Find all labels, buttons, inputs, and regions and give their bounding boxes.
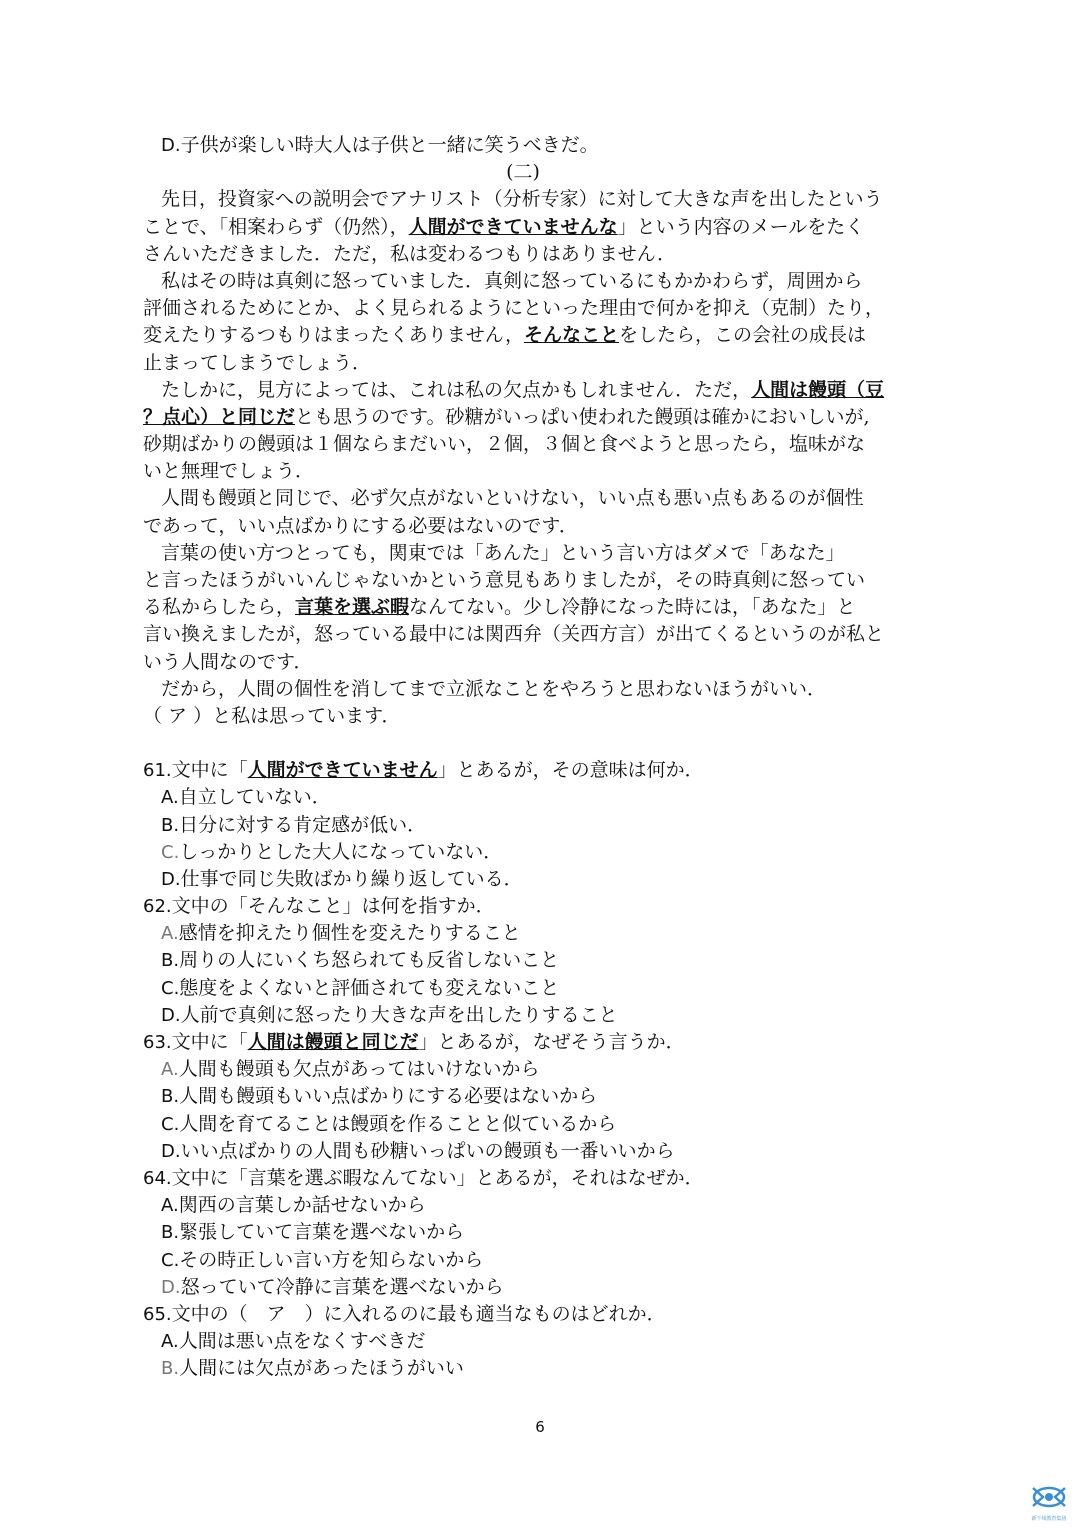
question-number: 65. [143, 1303, 172, 1325]
question-stem [143, 1029, 903, 1056]
option-d [143, 1002, 903, 1029]
passage-line: と言ったほうがいいんじゃないかという意見もありましたが，その時真剣に怒ってい [143, 569, 866, 591]
option-letter: A. [161, 923, 179, 945]
question-63 [143, 1029, 903, 1165]
stem-text: 文中に「 [171, 1031, 248, 1053]
passage-line: だから，人間の個性を消してまで立派なことをやろうと思わないほうがいい． [161, 677, 827, 700]
option-c [143, 1111, 903, 1138]
question-65 [143, 1301, 903, 1383]
stem-text: 」とあるが，その意味は何か． [437, 759, 704, 782]
prev-option-d [143, 132, 903, 159]
passage-line: 人間も饅頭と同じで、必ず欠点がないといけない，いい点も悪い点もあるのが個性 [161, 487, 864, 510]
brand-logo-icon [1031, 1484, 1067, 1510]
option-letter: D. [161, 868, 181, 890]
passage-line: いう人間なのです． [143, 650, 313, 673]
spacer [143, 730, 903, 757]
stem-text: 文中に「 [171, 759, 248, 782]
passage-line [143, 377, 903, 404]
passage-line [143, 404, 903, 431]
underlined-phrase-1: 人間ができていませんな [408, 215, 618, 238]
page-number: 6 [535, 1418, 545, 1436]
question-61 [143, 757, 903, 893]
option-text: 人間には欠点があったほうがいい [179, 1357, 464, 1380]
option-text: 子供が楽しい時大人は子供と一緒に笑うべきだ。 [180, 134, 599, 156]
option-text: 人間を育てることは饅頭を作ることと似ているから [179, 1112, 617, 1135]
option-text: その時正しい言い方を知らないから [179, 1248, 484, 1271]
option-letter: C. [161, 841, 180, 863]
passage-line: 評価されるためにとか、よく見られるようにといった理由で何かを抑え（克制）たり， [143, 297, 885, 320]
option-b [143, 1219, 903, 1246]
underlined-phrase-2: そんなこと [523, 324, 619, 347]
option-a [143, 1328, 903, 1355]
passage-line [143, 322, 903, 349]
option-d [143, 1274, 903, 1301]
underlined-phrase-3-cont: ？点心）と同じだ [143, 405, 296, 428]
option-text: 関西の言葉しか話せないから [178, 1194, 426, 1217]
option-text: 自立していない． [178, 786, 331, 809]
option-letter: B. [161, 1222, 180, 1244]
option-a [143, 1056, 903, 1083]
option-text: 緊張していて言葉を選べないから [179, 1221, 465, 1244]
option-text: 人間は悪い点をなくすべきだ [178, 1330, 426, 1353]
option-text: 日分に対する肯定感が低い． [179, 813, 427, 836]
section-title: (二) [506, 161, 540, 184]
passage-line [143, 594, 903, 621]
option-c [143, 975, 903, 1002]
question-stem [143, 893, 903, 920]
document-body [143, 132, 903, 1382]
option-letter: A. [161, 1195, 179, 1217]
question-number: 63. [143, 1032, 172, 1053]
passage-line: であって，いい点ばかりにする必要はないのです． [143, 514, 578, 537]
option-text: 感情を抑えたり個性を変えたりすること [178, 922, 521, 945]
passage-text: ことで、「相案わらず（仍然）， [143, 215, 409, 238]
brand-logo [1028, 1484, 1070, 1522]
option-text: 人前で真剣に怒ったり大きな声を出したりすること [180, 1003, 618, 1026]
option-letter: A. [161, 1059, 179, 1081]
option-b [143, 812, 903, 839]
passage-line [143, 214, 903, 241]
passage-line: 先日，投資家への説明会でアナリスト（分析专家）に対して大きな声を出したという [161, 188, 883, 211]
passage-line: 言い換えましたが，怒っている最中には関西弁（关西方言）が出てくるというのが私と [143, 623, 885, 646]
stem-text: 文中の（ ア ）に入れるのに最も適当なものはどれか． [171, 1302, 666, 1325]
passage-line: いと無理でしょう． [143, 460, 315, 483]
passage-text: とも思うのです。砂糖がいっぱい使われた饅頭は確かにおいしいが, [295, 405, 870, 428]
passage-line: （ ア ）と私は思っています． [143, 704, 401, 727]
underlined-stem: 人間は饅頭と同じだ [247, 1031, 419, 1053]
stem-text: 文中に「言葉を選ぶ暇なんてない」とあるが，それはなぜか． [171, 1166, 704, 1189]
option-text: 周りの人にいくち怒られても反省しないこと [179, 949, 560, 972]
option-text: 仕事で同じ失敗ばかり繰り返している． [180, 867, 523, 890]
question-number: 61. [143, 760, 172, 782]
option-letter: C. [161, 1113, 180, 1135]
stem-text: 文中の「そんなこと」は何を指すか． [171, 895, 495, 918]
underlined-stem: 人間ができていません [247, 759, 438, 782]
question-stem [143, 1165, 903, 1192]
option-letter: B. [161, 814, 180, 836]
option-letter: D. [161, 1140, 181, 1162]
option-text: 怒っていて冷静に言葉を選べないから [180, 1275, 504, 1298]
passage-line: 止まってしまうでしょう． [143, 351, 372, 374]
passage-line: さんいただきました．ただ，私は変わるつもりはありません． [143, 242, 676, 265]
option-d [143, 1138, 903, 1165]
option-letter: C. [161, 977, 180, 999]
question-number: 64. [143, 1167, 172, 1189]
passage-text: 変えたりするつもりはまったくありません， [143, 324, 524, 347]
option-b [143, 1355, 903, 1382]
option-c [143, 839, 903, 866]
passage-line: 砂期ばかりの饅頭は１個ならまだいい，２個，３個と食べようと思ったら，塩味がな [143, 433, 866, 456]
option-a [143, 784, 903, 811]
passage [143, 186, 903, 730]
underlined-phrase-3: 人間は饅頭（豆 [751, 378, 885, 401]
option-text: 態度をよくないと評価されても変えないこと [179, 976, 560, 999]
passage-text: 」という内容のメールをたく [617, 215, 865, 238]
option-a [143, 920, 903, 947]
option-letter: A. [161, 787, 179, 809]
option-text: しっかりとした大人になっていない． [179, 840, 503, 863]
option-letter: D. [161, 1004, 181, 1026]
underlined-phrase-4: 言葉を選ぶ暇 [295, 596, 410, 619]
question-64 [143, 1165, 903, 1301]
passage-text: る私からしたら， [143, 596, 296, 619]
option-d [143, 866, 903, 893]
option-letter: B. [161, 950, 180, 972]
passage-line: 言葉の使い方つとっても，関東では「あんた」という言い方はダメで「あなた」 [161, 541, 845, 564]
option-c [143, 1247, 903, 1274]
brand-caption: 新干线教育集团 [1031, 1516, 1067, 1522]
option-text: 人間も饅頭もいい点ばかりにする必要はないから [179, 1085, 598, 1108]
option-letter: D. [161, 135, 181, 156]
question-stem [143, 1301, 903, 1328]
option-letter: B. [161, 1086, 180, 1108]
question-62 [143, 893, 903, 1029]
option-b [143, 1083, 903, 1110]
option-letter: C. [161, 1249, 180, 1271]
option-a [143, 1192, 903, 1219]
stem-text: 」とあるが，なぜそう言うか． [418, 1031, 685, 1053]
option-b [143, 947, 903, 974]
question-number: 62. [143, 896, 172, 918]
passage-line: 私はその時は真剣に怒っていました．真剣に怒っているにもかかわらず，周囲から [161, 269, 863, 292]
passage-text: をしたら，この会社の成長は [618, 324, 866, 347]
passage-text: たしかに，見方によっては、これは私の欠点かもしれません．ただ， [161, 378, 752, 401]
option-text: いい点ばかりの人間も砂糖いっぱいの饅頭も一番いいから [180, 1139, 675, 1162]
option-letter: B. [161, 1358, 180, 1380]
question-stem [143, 757, 903, 784]
option-letter: A. [161, 1331, 179, 1353]
passage-text: なんてない。少し冷静になった時には，「あなた」と [409, 596, 856, 619]
option-text: 人間も饅頭も欠点があってはいけないから [178, 1058, 540, 1081]
option-letter: D. [161, 1276, 181, 1298]
